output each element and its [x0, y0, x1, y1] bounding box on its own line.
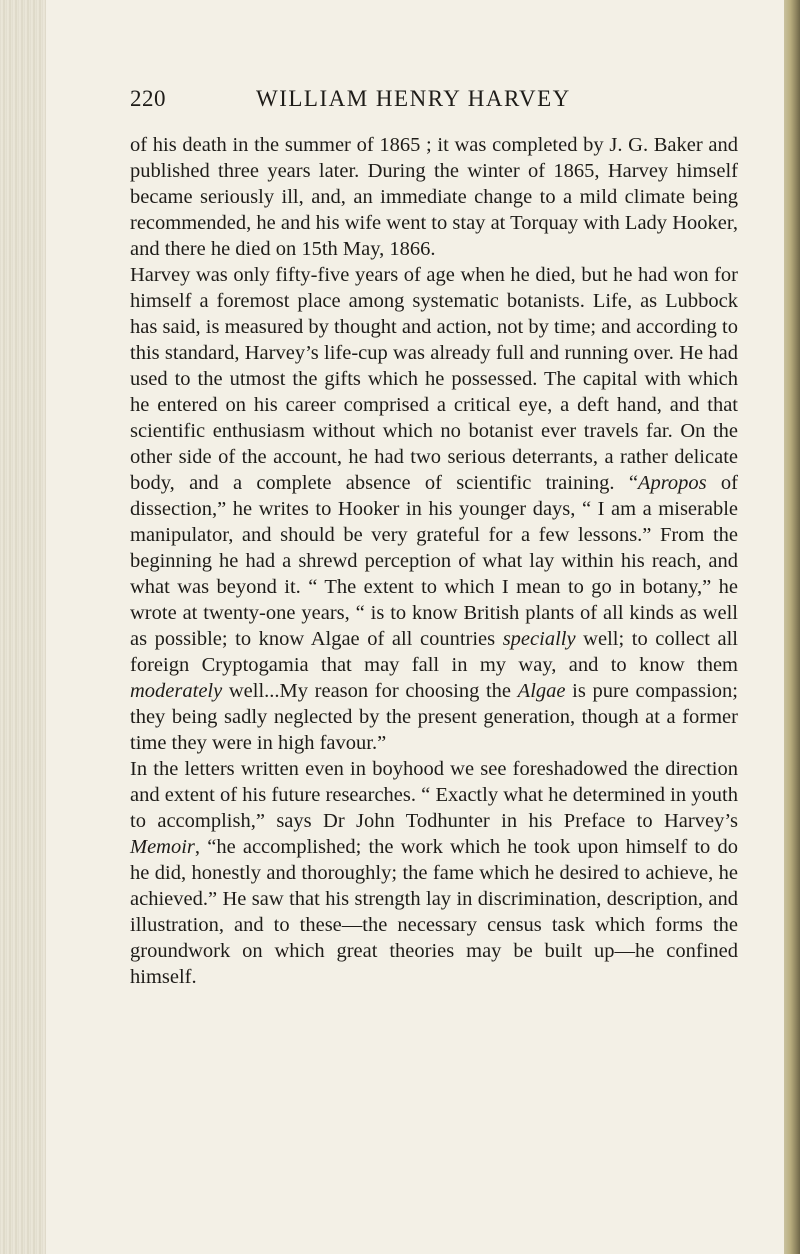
- gutter-shadow: [0, 0, 46, 1254]
- paragraph-3: [130, 756, 738, 990]
- italic-run: moderately: [130, 680, 223, 702]
- italic-run: Algae: [517, 680, 566, 702]
- italic-run: Apropos: [637, 472, 707, 494]
- text-run: of dissection,” he writes to Hooker in his younger days, “ I am a miserable manipulator, and should be very grateful for a few lessons.” From the beginning he had a shrewd perception of what lay within his reach, and what was beyond it. “ The extent to which I mean to go in botany,” he wrote at twenty-one years, “ is to know British plants of all kinds as well as possible; to know Algae of all countries: [130, 472, 738, 650]
- text-run: In the letters written even in boyhood we see foreshadowed the direction and extent of his future researches. “ Exactly what he determined in youth to accomplish,” says Dr John Todhunter in his Preface to Harvey’s: [130, 758, 738, 832]
- text-run: , “he accomplished; the work which he took upon himself to do he did, honestly and thoroughly; the fame which he desired to achieve, he achieved.” He saw that his strength lay in discrimination, description, and illustration, and to these—the necessary census task which forms the groundwork on which great theories may be built up—he confined himself.: [130, 836, 738, 988]
- page-header: [130, 86, 730, 116]
- text-run: is pure compassion; they being sadly neglected by the present generation, though at a former time they were in high favour.”: [130, 680, 738, 754]
- italic-run: Memoir: [130, 836, 195, 858]
- paragraph-2: [130, 262, 738, 756]
- running-head: WILLIAM HENRY HARVEY: [256, 86, 571, 111]
- page-number: 220: [130, 86, 166, 111]
- body-text: [130, 132, 738, 990]
- page-edge: [784, 0, 800, 1254]
- text-run: Harvey was only fifty-five years of age when he died, but he had won for himself a foremost place among systematic botanists. Life, as Lubbock has said, is measured by thought and action, not by time; and according to this standard, Harvey’s life-cup was already full and running over. He had used to the utmost the gifts which he possessed. The capital with which he entered on his career comprised a critical eye, a deft hand, and that scientific enthusiasm without which no botanist ever travels far. On the other side of the account, he had two serious deterrants, a rather delicate body, and a complete absence of scientific training. “: [130, 264, 738, 494]
- paragraph-1: [130, 132, 738, 262]
- italic-run: specially: [502, 628, 576, 650]
- text-run: well; to collect all foreign Cryptogamia that may fall in my way, and to know them: [130, 628, 738, 676]
- text-run: well...My reason for choosing the: [222, 680, 518, 702]
- text-run: of his death in the summer of 1865 ; it was completed by J. G. Baker and published three years later. During the winter of 1865, Harvey himself became seriously ill, and, an immediate change to a mild climate being recommended, he and his wife went to stay at Torquay with Lady Hooker, and there he died on 15th May, 1866.: [130, 134, 738, 260]
